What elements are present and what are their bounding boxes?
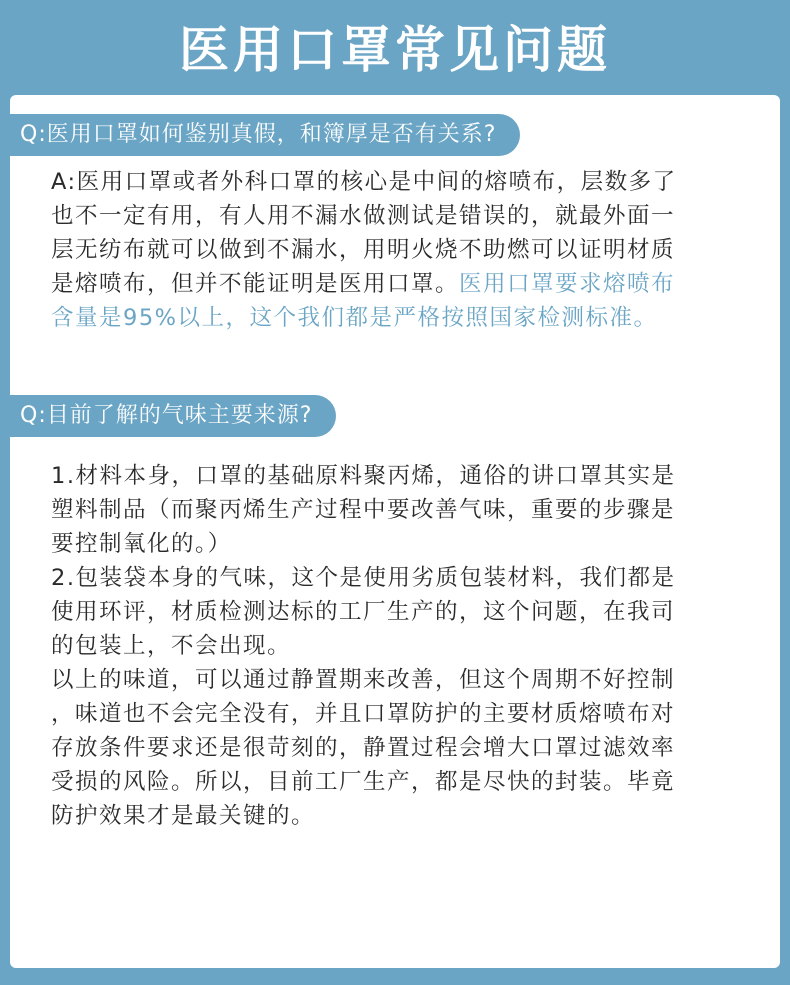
answer-2-line: 1.材料本身，口罩的基础原料聚丙烯，通俗的讲口罩其实是: [51, 463, 676, 489]
answer-2-line: ，味道也不会完全没有，并且口罩防护的主要材质熔喷布对: [51, 701, 676, 727]
question-1-label: Q:医用口罩如何鉴别真假，和簿厚是否有关系?: [10, 114, 520, 156]
answer-1-line: 也不一定有用，有人用不漏水做测试是错误的，就最外面一: [51, 203, 676, 229]
answer-2-line: 受损的风险。所以，目前工厂生产，都是尽快的封装。毕竟: [51, 769, 676, 795]
answer-1-highlight-line: 含量是95%以上，这个我们都是严格按照国家检测标准。: [51, 305, 658, 331]
answer-2: [51, 459, 741, 833]
answer-1: [51, 165, 741, 335]
answer-1-line: 层无纺布就可以做到不漏水，用明火烧不助燃可以证明材质: [51, 237, 676, 263]
answer-2-line: 使用环评，材质检测达标的工厂生产的，这个问题，在我司: [51, 599, 676, 625]
answer-1-line: [51, 267, 741, 301]
answer-2-line: 存放条件要求还是很苛刻的，静置过程会增大口罩过滤效率: [51, 735, 676, 761]
answer-1-text: 是熔喷布，但并不能证明是医用口罩。: [51, 271, 460, 297]
answer-1-highlight: 医用口罩要求熔喷布: [459, 271, 676, 297]
answer-2-line: 的包装上，不会出现。: [51, 633, 292, 659]
page-title: 医用口罩常见问题: [179, 21, 611, 79]
answer-2-line: 塑料制品（而聚丙烯生产过程中要改善气味，重要的步骤是: [51, 497, 676, 523]
answer-2-line: 以上的味道，可以通过静置期来改善，但这个周期不好控制: [51, 667, 676, 693]
answer-2-line: 防护效果才是最关键的。: [51, 803, 316, 829]
answer-2-line: 2.包装袋本身的气味，这个是使用劣质包装材料，我们都是: [51, 565, 676, 591]
answer-1-line: A:医用口罩或者外科口罩的核心是中间的熔喷布，层数多了: [51, 169, 677, 195]
answer-2-line: 要控制氧化的。）: [51, 531, 232, 557]
faq-card: [10, 95, 780, 968]
question-2-label: Q:目前了解的气味主要来源?: [10, 395, 336, 437]
